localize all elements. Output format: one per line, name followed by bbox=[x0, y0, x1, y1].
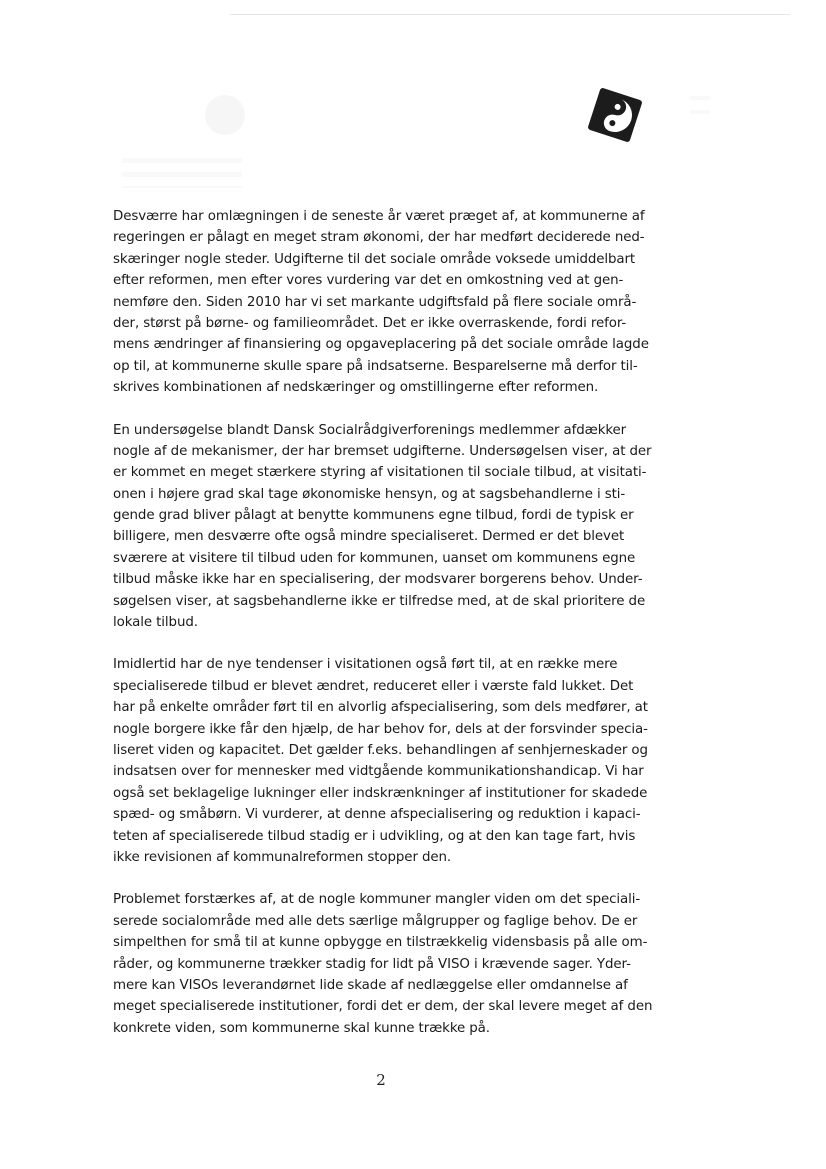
text-line: skrives kombinationen af nedskæringer og omstillingerne efter reformen. bbox=[113, 380, 599, 396]
text-line: råder, og kommunerne trækker stadig for lidt på VISO i krævende sager. Yder- bbox=[113, 956, 631, 972]
text-line: sværere at visitere til tilbud uden for kommunen, uanset om kommunens egne bbox=[113, 550, 636, 566]
paragraph-2 bbox=[113, 420, 673, 634]
text-line: Problemet forstærkes af, at de nogle kommuner mangler viden om det speciali- bbox=[113, 892, 641, 908]
text-line: tilbud måske ikke har en specialisering, der modsvarer borgerens behov. Under- bbox=[113, 572, 643, 588]
text-line: specialiserede tilbud er blevet ændret, reduceret eller i værste fald lukket. Det bbox=[113, 678, 634, 694]
text-line: teten af specialiserede tilbud stadig er i udvikling, og at den kan tage fart, hvis bbox=[113, 828, 636, 844]
text-line: liseret viden og kapacitet. Det gælder f.eks. behandlingen af senhjerneskader og bbox=[113, 742, 648, 758]
text-line: meget specialiserede institutioner, fordi det er dem, der skal levere meget af den bbox=[113, 999, 653, 1015]
text-line: Desværre har omlægningen i de seneste år været præget af, at kommunerne af bbox=[113, 209, 645, 224]
text-line: simpelthen for små til at kunne opbygge en tilstrækkelig vidensbasis på alle om- bbox=[113, 935, 648, 951]
text-line: lokale tilbud. bbox=[113, 615, 198, 631]
text-line: nogle borgere ikke får den hjælp, de har behov for, dels at der forsvinder specia- bbox=[113, 721, 648, 737]
paragraph-3 bbox=[113, 654, 673, 868]
text-line: søgelsen viser, at sagsbehandlerne ikke er tilfredse med, at de skal prioritere de bbox=[113, 593, 646, 609]
bleed-through-text bbox=[122, 158, 242, 188]
text-line: nogle af de mekanismer, der har bremset udgifterne. Undersøgelsen viser, at der bbox=[113, 443, 652, 459]
text-line: spæd- og småbørn. Vi vurderer, at denne afspecialisering og reduktion i kapaci- bbox=[113, 807, 641, 823]
scan-artifact-line bbox=[230, 14, 790, 15]
text-line: indsatsen over for mennesker med vidtgående kommunikationshandicap. Vi har bbox=[113, 764, 644, 780]
bleed-through-mark bbox=[200, 90, 250, 140]
text-line: op til, at kommunerne skulle spare på indsatserne. Besparelserne må derfor til- bbox=[113, 358, 638, 374]
bleed-through-text-right bbox=[690, 96, 710, 124]
paragraph-1 bbox=[113, 206, 673, 399]
text-line: nemføre den. Siden 2010 har vi set markante udgiftsfald på flere sociale områ- bbox=[113, 294, 637, 310]
text-line: har på enkelte områder ført til en alvorlig afspecialisering, som dels medfører, at bbox=[113, 700, 648, 716]
text-line: regeringen er pålagt en meget stram økonomi, der har medført deciderede ned- bbox=[113, 230, 645, 246]
text-line: ikke revisionen af kommunalreformen stopper den. bbox=[113, 849, 452, 865]
page-number: 2 bbox=[376, 1071, 386, 1089]
text-line: konkrete viden, som kommunerne skal kunne trække på. bbox=[113, 1020, 490, 1036]
text-line: også set beklagelige lukninger eller indskrænkninger af institutioner for skadede bbox=[113, 785, 648, 801]
text-line: serede socialområde med alle dets særlige målgrupper og faglige behov. De er bbox=[113, 913, 638, 929]
document-body bbox=[113, 206, 673, 1060]
paragraph-4 bbox=[113, 889, 673, 1039]
text-line: mens ændringer af finansiering og opgaveplacering på det sociale område lagde bbox=[113, 337, 649, 353]
text-line: der, størst på børne- og familieområdet. Det er ikke overraskende, fordi refor- bbox=[113, 315, 627, 331]
text-line: onen i højere grad skal tage økonomiske hensyn, og at sagsbehandlerne i sti- bbox=[113, 486, 626, 502]
text-line: gende grad bliver pålagt at benytte kommunens egne tilbud, fordi de typisk er bbox=[113, 508, 634, 524]
text-line: mere kan VISOs leverandørnet lide skade af nedlæggelse eller omdannelse af bbox=[113, 977, 628, 993]
text-line: Imidlertid har de nye tendenser i visitationen også ført til, at en række mere bbox=[113, 657, 618, 673]
text-line: er kommet en meget stærkere styring af visitationen til sociale tilbud, at visitati- bbox=[113, 465, 647, 481]
text-line: En undersøgelse blandt Dansk Socialrådgiverforenings medlemmer afdækker bbox=[113, 422, 627, 438]
text-line: skæringer nogle steder. Udgifterne til det sociale område voksede umiddelbart bbox=[113, 251, 636, 267]
text-line: efter reformen, men efter vores vurdering var det en omkostning ved at gen- bbox=[113, 273, 624, 289]
yin-yang-square-icon bbox=[584, 84, 646, 146]
text-line: billigere, men desværre ofte også mindre specialiseret. Dermed er det blevet bbox=[113, 529, 625, 545]
